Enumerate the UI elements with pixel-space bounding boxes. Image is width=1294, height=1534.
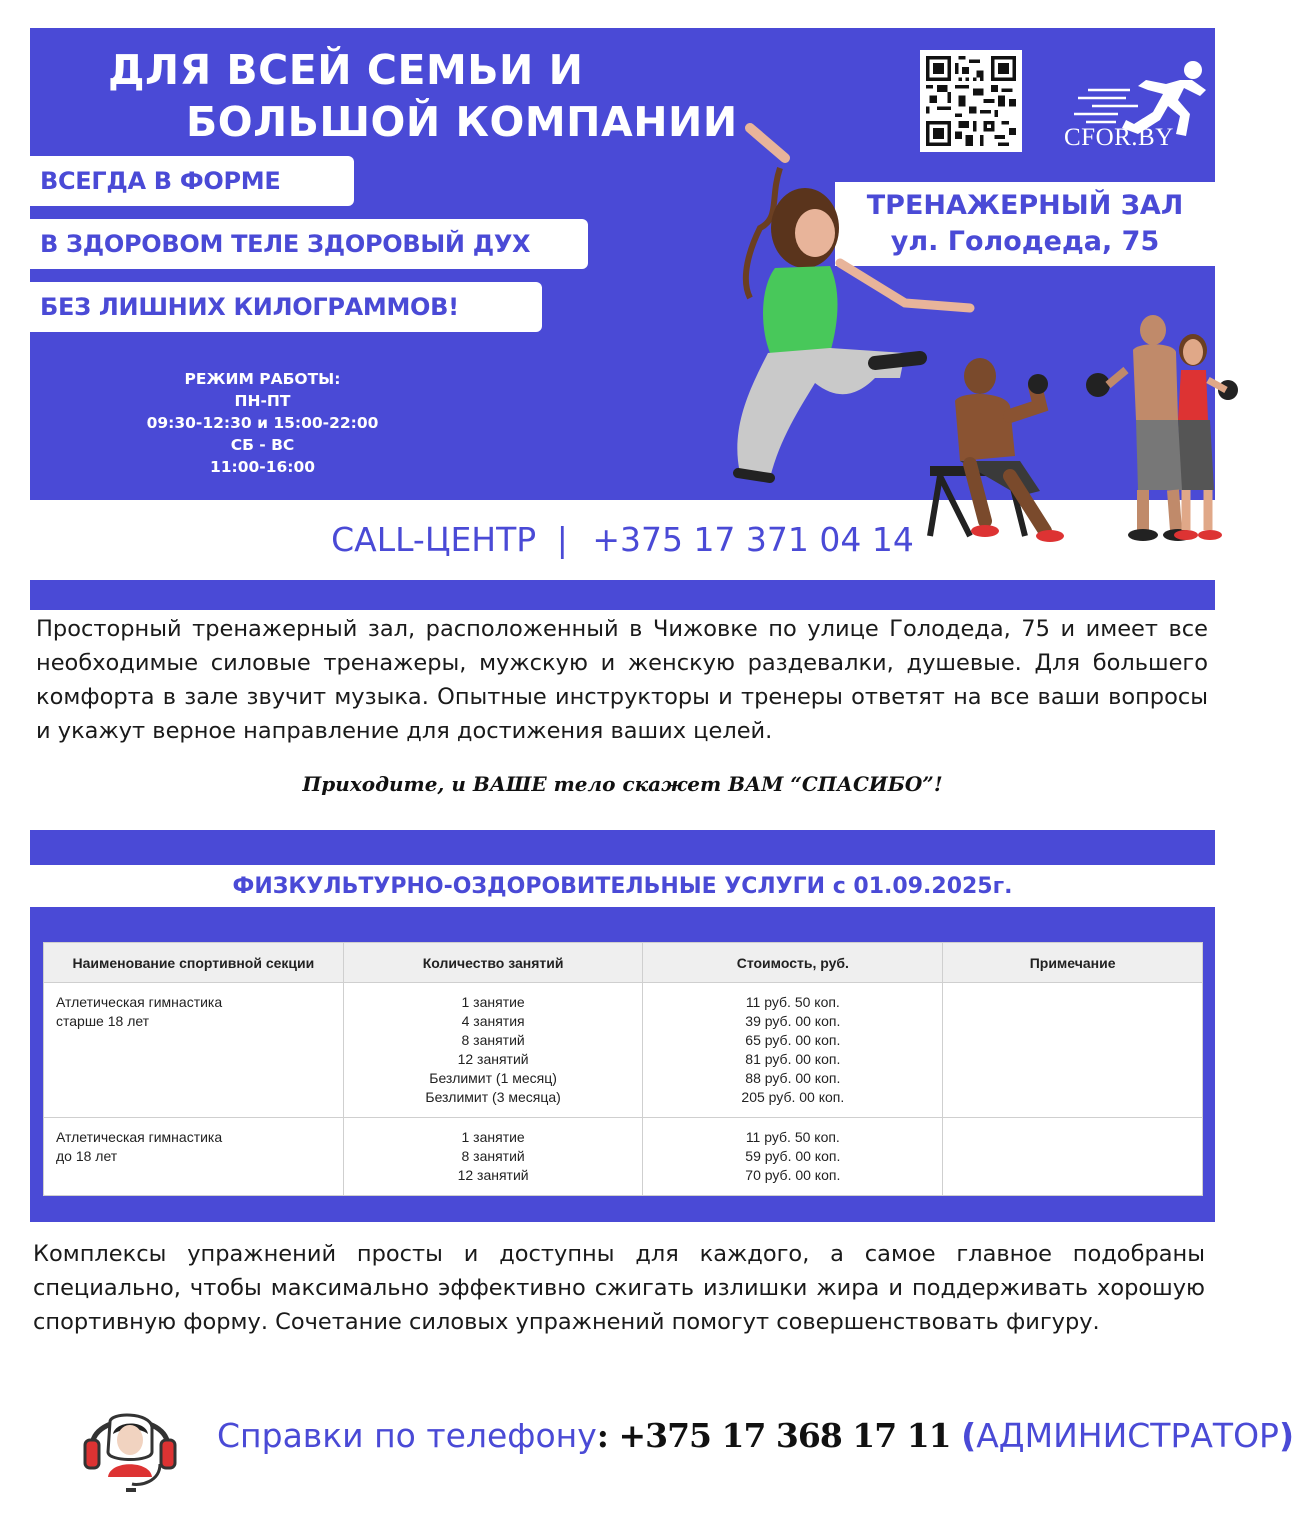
col-header-sessions: Количество занятий <box>343 943 643 983</box>
headline <box>108 44 738 148</box>
sessions-item: 8 занятий <box>461 1032 525 1048</box>
price-table <box>43 942 1203 1196</box>
headline-line-2: БОЛЬШОЙ КОМПАНИИ <box>186 98 738 146</box>
price-cell <box>643 1118 943 1196</box>
note-cell <box>943 1118 1203 1196</box>
call-center-label: CALL-ЦЕНТР <box>331 520 537 559</box>
call-center-separator: | <box>556 520 568 559</box>
call-center-line <box>30 500 1215 580</box>
sessions-item: 4 занятия <box>461 1013 525 1029</box>
schedule-weekend: СБ - ВС <box>230 436 295 454</box>
operator-headset-icon <box>80 1392 180 1492</box>
gym-description: Просторный тренажерный зал, расположенный в Чижовке по улице Голодеда, 75 и имеет все необходимые силовые тренажеры, мужскую и женскую раздевалки, душевые. Для большего комфорта в зале звучит музыка. Опытные инструкторы и тренеры ответят на все ваши вопросы и укажут верное направление для достижения ваших целей. <box>36 616 1208 744</box>
col-header-note: Примечание <box>943 943 1203 983</box>
col-header-section: Наименование спортивной секции <box>44 943 344 983</box>
table-row <box>44 983 1203 1118</box>
reference-open-paren: ( <box>961 1416 977 1455</box>
price-item: 11 руб. 50 коп. <box>745 1129 840 1145</box>
headline-line-1: ДЛЯ ВСЕЙ СЕМЬИ И <box>108 46 584 94</box>
services-title: ФИЗКУЛЬТУРНО-ОЗДОРОВИТЕЛЬНЫЕ УСЛУГИ с 01.09.2025г. <box>232 874 1013 899</box>
hero-banner <box>30 28 1215 500</box>
price-item: 11 руб. 50 коп. <box>745 994 840 1010</box>
reference-role: АДМИНИСТРАТОР <box>976 1416 1279 1455</box>
schedule-weekdays: ПН-ПТ <box>234 392 291 410</box>
price-item: 205 руб. 00 коп. <box>741 1089 845 1105</box>
gym-address: ул. Голодеда, 75 <box>890 226 1160 257</box>
sessions-item: 1 занятие <box>461 1129 525 1145</box>
sessions-item: 12 занятий <box>457 1167 529 1183</box>
section-name: Атлетическая гимнастика <box>56 1129 223 1145</box>
sessions-item: 8 занятий <box>461 1148 525 1164</box>
call-center-phone[interactable]: +375 17 371 04 14 <box>592 520 914 559</box>
price-item: 39 руб. 00 коп. <box>745 1013 841 1029</box>
working-hours <box>130 368 395 478</box>
price-item: 88 руб. 00 коп. <box>745 1070 841 1086</box>
sessions-item: 1 занятие <box>461 994 525 1010</box>
slogan-pill-1: ВСЕГДА В ФОРМЕ <box>30 156 354 206</box>
table-header-row <box>44 943 1203 983</box>
section-name: Атлетическая гимнастика <box>56 994 223 1010</box>
schedule-weekday-hours: 09:30-12:30 и 15:00-22:00 <box>146 414 379 432</box>
section-cell <box>44 983 344 1118</box>
slogan-thanks: Приходите, и ВАШЕ тело скажет ВАМ “СПАСИБО”! <box>302 772 943 796</box>
reference-colon: : <box>596 1416 608 1455</box>
sessions-cell <box>343 983 643 1118</box>
price-item: 81 руб. 00 коп. <box>745 1051 841 1067</box>
gym-name: ТРЕНАЖЕРНЫЙ ЗАЛ <box>866 190 1184 221</box>
logo-text: CFOR.BY <box>1064 124 1174 151</box>
price-item: 70 руб. 00 коп. <box>745 1167 841 1183</box>
footer-contact <box>80 1392 1294 1492</box>
section-age: старше 18 лет <box>56 1013 150 1029</box>
slogan-pill-3: БЕЗ ЛИШНИХ КИЛОГРАММОВ! <box>30 282 542 332</box>
exercise-description: Комплексы упражнений просты и доступны для каждого, а самое главное подобраны специально, чтобы максимально эффективно сжигать излишки жира и поддерживать хорошую спортивную форму. Сочетание силовых упражнений помогут совершенствовать фигуру. <box>33 1241 1205 1335</box>
slogan-pill-2: В ЗДОРОВОМ ТЕЛЕ ЗДОРОВЫЙ ДУХ <box>30 219 588 269</box>
qr-code-icon <box>926 56 1016 146</box>
table-row <box>44 1118 1203 1196</box>
schedule-title: РЕЖИМ РАБОТЫ: <box>184 370 341 388</box>
reference-close-paren: ) <box>1278 1416 1294 1455</box>
schedule-weekend-hours: 11:00-16:00 <box>209 458 316 476</box>
price-cell <box>643 983 943 1118</box>
reference-label: Справки по телефону <box>217 1416 597 1455</box>
divider-bar <box>30 580 1215 610</box>
price-table-container <box>30 907 1215 1222</box>
price-item: 65 руб. 00 коп. <box>745 1032 841 1048</box>
reference-phone-line <box>217 1416 1294 1455</box>
sessions-item: Безлимит (1 месяц) <box>429 1070 557 1086</box>
price-item: 59 руб. 00 коп. <box>745 1148 841 1164</box>
note-cell <box>943 983 1203 1118</box>
reference-phone[interactable]: +375 17 368 17 11 <box>618 1416 951 1455</box>
qr-code[interactable] <box>920 50 1022 152</box>
divider-bar <box>30 830 1215 865</box>
col-header-price: Стоимость, руб. <box>643 943 943 983</box>
section-cell <box>44 1118 344 1196</box>
sessions-cell <box>343 1118 643 1196</box>
sessions-item: Безлимит (3 месяца) <box>425 1089 561 1105</box>
sessions-item: 12 занятий <box>457 1051 529 1067</box>
section-age: до 18 лет <box>56 1148 118 1164</box>
